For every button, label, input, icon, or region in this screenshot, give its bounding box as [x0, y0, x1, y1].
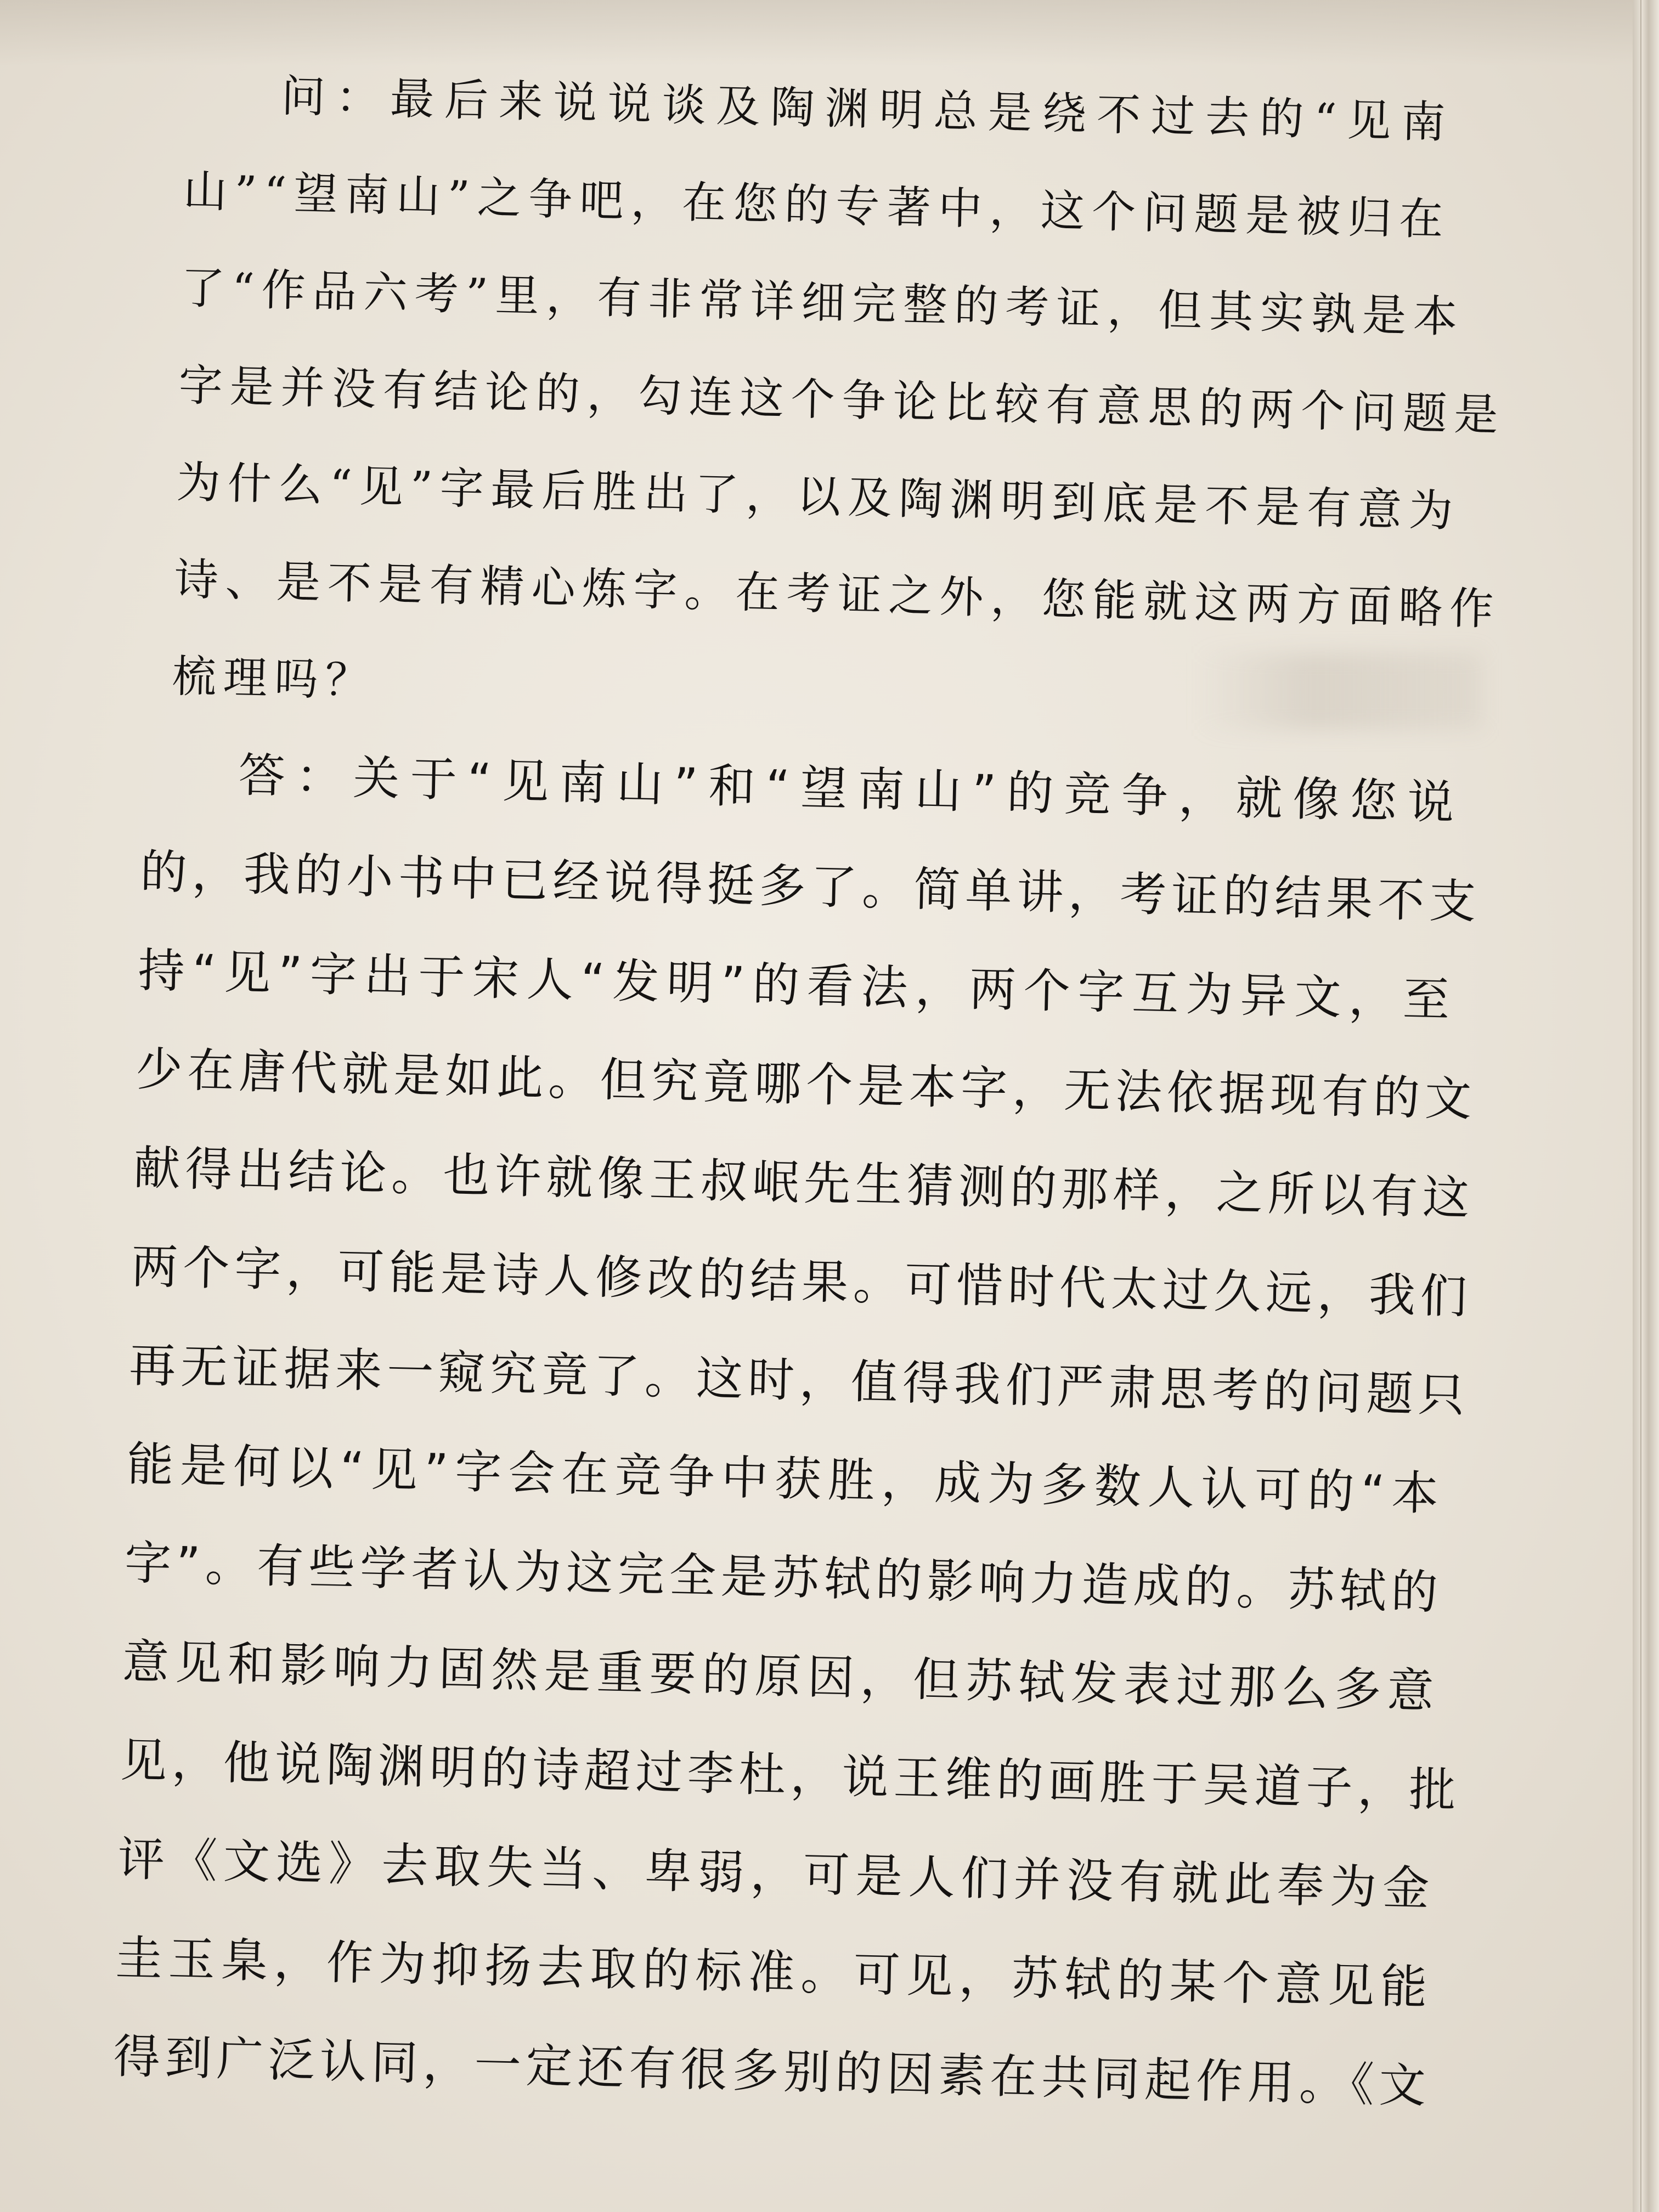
page-text — [80, 44, 1506, 2136]
answer-line: 两个字，可能是诗人修改的结果。可惜时代太过久远，我们 — [131, 1239, 1472, 1325]
book-page-edge — [1633, 0, 1659, 2212]
answer-line: 字”。有些学者认为这完全是苏轼的影响力造成的。苏轼的 — [124, 1536, 1443, 1621]
question-line: 为什么“见”字最后胜出了，以及陶渊明到底是不是有意为 — [176, 456, 1461, 537]
answer-line: 的，我的小书中已经说得挺多了。简单讲，考证的结果不支 — [139, 844, 1482, 930]
question-line: 问：最后来说说谈及陶渊明总是绕不过去的“见南 — [280, 70, 1453, 148]
question-line: 字是并没有结论的，勾连这个争论比较有意思的两个问题是 — [178, 359, 1506, 441]
question-paragraph — [171, 45, 1506, 753]
answer-line: 持“见”字出于宋人“发明”的看法，两个字互为异文，至 — [137, 943, 1455, 1028]
answer-line: 少在唐代就是如此。但究竟哪个是本字，无法依据现有的文 — [135, 1042, 1477, 1127]
question-line: 了“作品六考”里，有非常详细完整的考证，但其实孰是本 — [180, 262, 1465, 343]
question-line: 梳理吗？ — [171, 651, 377, 707]
question-line: 山”“望南山”之争吧，在您的专著中，这个问题是被归在 — [182, 165, 1451, 245]
question-line: 诗、是不是有精心炼字。在考证之外，您能就这两方面略作 — [173, 554, 1502, 635]
answer-line: 得到广泛认同，一定还有很多别的因素在共同起作用。《文 — [112, 2029, 1431, 2114]
answer-line: 圭玉臬，作为抑扬去取的标准。可见，苏轼的某个意见能 — [115, 1931, 1433, 2015]
answer-line: 能是何以“见”字会在竞争中获胜，成为多数人认可的“本 — [126, 1437, 1444, 1522]
answer-line: 意见和影响力固然是重要的原因，但苏轼发表过那么多意 — [121, 1634, 1440, 1719]
answer-line: 评《文选》去取失当、卑弱，可是人们并没有就此奉为金 — [117, 1832, 1435, 1916]
answer-line: 见，他说陶渊明的诗超过李杜，说王维的画胜于吴道子，批 — [119, 1733, 1462, 1818]
answer-line: 答：关于“见南山”和“望南山”的竞争，就像您说 — [238, 748, 1460, 831]
answer-line: 再无证据来一窥究竟了。这时，值得我们严肃思考的问题只 — [128, 1338, 1470, 1424]
answer-line: 献得出结论。也许就像王叔岷先生猜测的那样，之所以有这 — [133, 1141, 1475, 1226]
answer-paragraph — [112, 724, 1482, 2136]
